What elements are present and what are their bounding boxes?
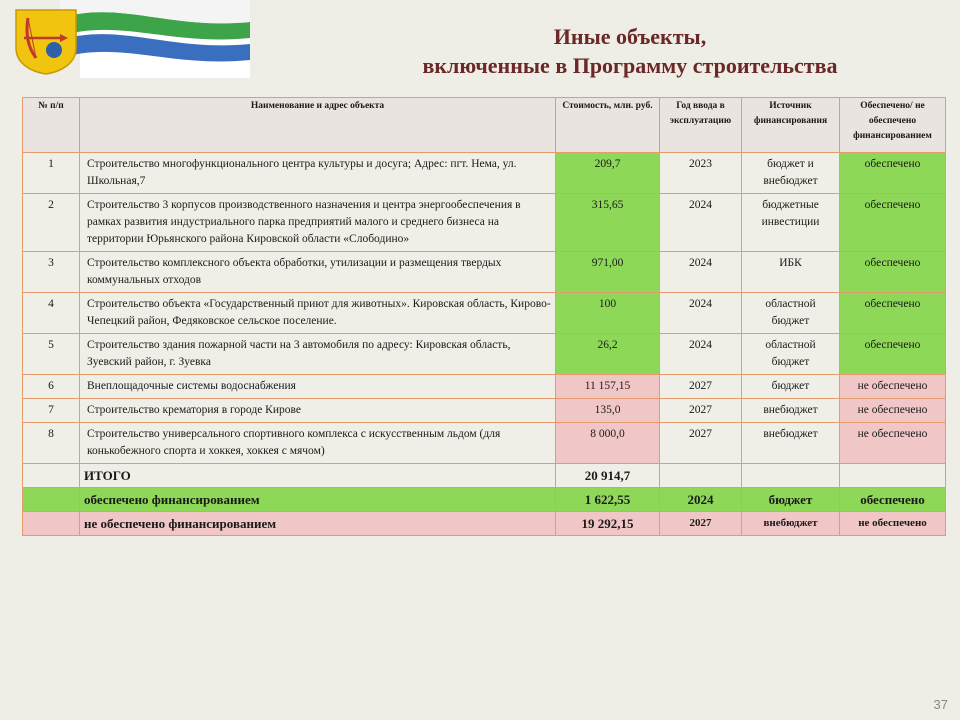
objects-table <box>22 97 946 536</box>
page-title <box>420 22 840 80</box>
table-row <box>23 194 946 252</box>
secured-status: обеспечено <box>840 488 946 512</box>
cell-status: обеспечено <box>840 252 946 293</box>
table-row <box>23 153 946 194</box>
cell-year: 2027 <box>660 423 742 464</box>
cell-name: Строительство объекта «Государственный приют для животных». Кировская область, Кирово-Чепецкий район, Федяковское сельское поселение. <box>80 293 556 334</box>
cell-num: 4 <box>23 293 80 334</box>
total-cost: 20 914,7 <box>556 464 660 488</box>
cell-cost: 100 <box>556 293 660 334</box>
cell-name: Строительство универсального спортивного комплекса с искусственным льдом (для конькобежного спорта и хоккея, хоккея с мячом) <box>80 423 556 464</box>
total-empty <box>23 464 80 488</box>
secured-year: 2024 <box>660 488 742 512</box>
cell-status: не обеспечено <box>840 375 946 399</box>
total-row <box>23 464 946 488</box>
unsecured-source: внебюджет <box>742 512 840 536</box>
cell-num: 7 <box>23 399 80 423</box>
header-cost: Стоимость, млн. руб. <box>556 98 660 153</box>
secured-cost: 1 622,55 <box>556 488 660 512</box>
secured-row <box>23 488 946 512</box>
unsecured-row <box>23 512 946 536</box>
header-source: Источник финансирования <box>742 98 840 153</box>
secured-label: обеспечено финансированием <box>80 488 556 512</box>
total-empty-year <box>660 464 742 488</box>
cell-source: внебюджет <box>742 399 840 423</box>
cell-status: обеспечено <box>840 153 946 194</box>
cell-name: Строительство здания пожарной части на 3 автомобиля по адресу: Кировская область, Зуевский район, г. Зуевка <box>80 334 556 375</box>
title-line-2: включенные в Программу строительства <box>422 53 838 78</box>
cell-status: не обеспечено <box>840 399 946 423</box>
cell-source: внебюджет <box>742 423 840 464</box>
cell-source: бюджетные инвестиции <box>742 194 840 252</box>
total-empty-status <box>840 464 946 488</box>
cell-name: Строительство 3 корпусов производственного назначения и центра энергообеспечения в рамках развития индустриального парка предприятий малого и среднего бизнеса на территории Юрьянского района Кировской области «Слободино» <box>80 194 556 252</box>
cell-source: бюджет и внебюджет <box>742 153 840 194</box>
total-label: ИТОГО <box>80 464 556 488</box>
cell-cost: 209,7 <box>556 153 660 194</box>
table-row <box>23 375 946 399</box>
table-header-row <box>23 98 946 153</box>
unsecured-empty <box>23 512 80 536</box>
cell-num: 1 <box>23 153 80 194</box>
cell-year: 2027 <box>660 399 742 423</box>
cell-year: 2027 <box>660 375 742 399</box>
cell-source: ИБК <box>742 252 840 293</box>
header-name: Наименование и адрес объекта <box>80 98 556 153</box>
cell-status: не обеспечено <box>840 423 946 464</box>
cell-source: бюджет <box>742 375 840 399</box>
cell-cost: 8 000,0 <box>556 423 660 464</box>
header <box>0 0 960 90</box>
table-row <box>23 293 946 334</box>
total-empty-source <box>742 464 840 488</box>
cell-name: Строительство крематория в городе Кирове <box>80 399 556 423</box>
secured-source: бюджет <box>742 488 840 512</box>
cell-cost: 135,0 <box>556 399 660 423</box>
cell-year: 2023 <box>660 153 742 194</box>
cell-year: 2024 <box>660 252 742 293</box>
cell-year: 2024 <box>660 293 742 334</box>
cell-num: 8 <box>23 423 80 464</box>
cell-status: обеспечено <box>840 194 946 252</box>
cell-num: 6 <box>23 375 80 399</box>
cell-cost: 971,00 <box>556 252 660 293</box>
unsecured-status: не обеспечено <box>840 512 946 536</box>
cell-name: Строительство комплексного объекта обработки, утилизации и размещения твердых коммунальных отходов <box>80 252 556 293</box>
unsecured-cost: 19 292,15 <box>556 512 660 536</box>
cell-name: Строительство многофункционального центра культуры и досуга; Адрес: пгт. Нема, ул. Школьная,7 <box>80 153 556 194</box>
cell-status: обеспечено <box>840 293 946 334</box>
cell-cost: 11 157,15 <box>556 375 660 399</box>
unsecured-year: 2027 <box>660 512 742 536</box>
header-year: Год ввода в эксплуатацию <box>660 98 742 153</box>
page-number: 37 <box>933 697 948 712</box>
unsecured-label: не обеспечено финансированием <box>80 512 556 536</box>
cell-num: 3 <box>23 252 80 293</box>
secured-empty <box>23 488 80 512</box>
cell-num: 2 <box>23 194 80 252</box>
cell-name: Внеплощадочные системы водоснабжения <box>80 375 556 399</box>
cell-cost: 26,2 <box>556 334 660 375</box>
cell-source: областной бюджет <box>742 293 840 334</box>
cell-cost: 315,65 <box>556 194 660 252</box>
header-num: № п/п <box>23 98 80 153</box>
header-status: Обеспечено/ не обеспечено финансированием <box>840 98 946 153</box>
table-row <box>23 334 946 375</box>
cell-source: областной бюджет <box>742 334 840 375</box>
cell-num: 5 <box>23 334 80 375</box>
cell-status: обеспечено <box>840 334 946 375</box>
table-row <box>23 252 946 293</box>
table-row <box>23 399 946 423</box>
cell-year: 2024 <box>660 334 742 375</box>
cell-year: 2024 <box>660 194 742 252</box>
table-row <box>23 423 946 464</box>
title-line-1: Иные объекты, <box>553 24 707 49</box>
coat-of-arms-icon <box>14 8 78 76</box>
